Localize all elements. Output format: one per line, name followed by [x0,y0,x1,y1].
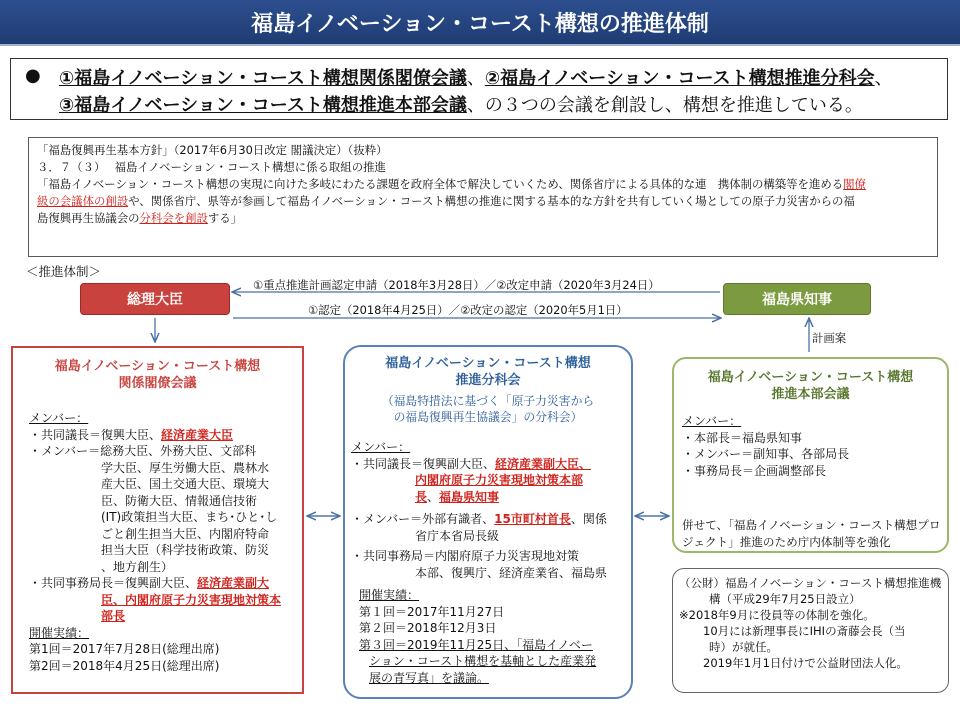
note-line: 併せて、「福島イノベーション・コースト構想プロ [682,518,941,532]
text: ・共同議長＝復興大臣、 [29,427,162,442]
member-line [351,456,607,473]
secretariat-line: 部長 [101,609,126,623]
ministerial-council-box [11,346,304,694]
member-line: ・事務局長＝企画調整部長 [682,463,827,478]
text: ・共同議長＝復興副大臣、 [351,456,496,471]
highlight: 経済産業副大臣、 [495,456,592,471]
held-line: 第３回＝2019年11月25日、「福島イノベー [359,637,593,652]
highlight: 福島県知事 [439,489,500,504]
quote-line: 「福島復興再生基本方針」（2017年6月30日改定 閣議決定）（抜粋） [37,143,388,157]
foundation-line: 10月には新理事長にIHIの斎藤会長（当 [703,624,906,638]
subcommittee-subtitle [345,393,631,425]
title-line: 推進分科会 [455,373,521,388]
summary-council-3: ③福島イノベーション・コースト構想推進本部会議 [59,95,467,116]
summary-council-1: ①福島イノベーション・コースト構想関係閣僚会議 [59,68,467,89]
quote-highlight: 分科会を創設 [139,211,208,225]
members-heading: メンバー： [29,411,89,425]
member-line [351,511,607,528]
member-line: 、地方創生） [101,559,174,574]
foundation-line: 構（平成29年7月25日設立） [709,592,861,606]
member-line [351,489,607,506]
held-line: ション・コースト構想を基軸とした産業発 [369,654,597,668]
col1-text [29,410,281,674]
foundation-line: （公財）福島イノベーション・コースト構想推進機 [679,576,942,590]
highlight: 経済産業大臣 [161,427,234,442]
quote-text: 島復興再生協議会の [37,211,140,225]
quote-highlight: 級の会議体の創設 [37,194,129,208]
secretariat-line [29,575,281,592]
ministerial-council-title [13,358,302,392]
foundation-line: ※2018年9月に役員等の体制を強化。 [679,608,875,622]
plan-label: 計画案 [812,331,847,345]
quote-highlight: 閣僚 [843,177,866,191]
summary-sep: 、 [466,68,485,89]
foundation-box [672,568,949,693]
member-line: (IT)政策担当大臣、まち･ひと･し [101,510,278,524]
member-line: 担当大臣（科学技術政策、防災 [101,543,270,557]
secretariat-line: 臣、内閣府原子力災害現地対策本 [101,592,282,607]
member-line: ・メンバー＝副知事、各部局長 [682,447,850,461]
member-line: 学大臣、厚生労働大臣、農林水 [101,460,270,475]
text: ・メンバー＝外部有識者、 [351,512,495,526]
promotion-subcommittee-box [343,345,633,699]
secretariat-line: 本部、復興庁、経済産業省、福島県 [415,565,608,580]
summary-council-2: ②福島イノベーション・コースト構想推進分科会 [484,68,875,89]
highlight: 経済産業副大 [197,576,270,590]
member-line: 産大臣、国土交通大臣、環境大 [101,477,270,491]
structure-label: ＜推進体制＞ [26,264,102,279]
held-line: 第１回＝2017年11月27日 [359,604,505,619]
application-label: ①重点推進計画認定申請（2018年3月28日）／②改定申請（2020年3月24日） [253,278,660,292]
highlight: 15市町村首長 [494,512,571,526]
title-line: 推進本部会議 [771,387,850,402]
page-title: 福島イノベーション・コースト構想の推進体制 [0,0,960,46]
hq-title [674,369,947,403]
prime-minister-node: 総理大臣 [80,283,230,315]
title-line: 福島イノベーション・コースト構想 [385,356,591,371]
title-line: 関係閣僚会議 [118,376,197,391]
secretariat-line: ・共同事務局＝内閣府原子力災害現地対策 [351,549,580,563]
held-heading: 開催実績： [359,588,420,602]
summary-rest: 、の３つの会議を創設し、構想を推進している。 [466,95,863,116]
title-line: 福島イノベーション・コースト構想 [54,359,261,374]
quote-line: ３．７（３） 福島イノベーション・コースト構想に係る取組の推進 [37,160,386,174]
members-heading: メンバー： [351,440,411,454]
member-line: ・本部長＝福島県知事 [682,430,803,445]
member-line: 臣、防衛大臣、情報通信技術 [101,493,258,508]
member-line: 省庁本省局長級 [415,528,500,543]
text: 、 [427,489,440,504]
subtitle-line: （福島特措法に基づく「原子力災害から [381,394,595,408]
quote-text: 「福島イノベーション・コースト構想の実現に向けた多岐にわたる課題を政府全体で解決していくため、関係省庁による具体的な連 携体制の構築等を進める [37,177,844,191]
held-line: 展の青写真」を議論。 [369,670,490,685]
col3-note [682,517,940,550]
held-line: 第1回＝2017年7月28日(総理出席) [29,642,220,656]
governor-node: 福島県知事 [723,283,871,315]
text: 、関係 [570,512,607,526]
bullet-icon: ● [25,65,41,86]
foundation-line: 2019年1月1日付けで公益財団法人化。 [703,656,908,670]
summary-sep: 、 [874,68,893,89]
held-line: 第2回＝2018年4月25日(総理出席) [29,658,220,673]
member-line: ・メンバー＝総務大臣、外務大臣、文部科 [29,444,257,458]
members-heading: メンバー： [682,414,742,428]
quote-text: する」 [207,211,243,225]
foundation-line: 時）が就任。 [709,640,778,654]
highlight: 長 [415,489,428,504]
held-line: 第２回＝2018年12月3日 [359,621,497,635]
text: ・共同事務局長＝復興副大臣、 [29,576,198,590]
approval-label: ①認定（2018年4月25日）／②改定の認定（2020年5月1日） [308,303,628,317]
member-line: ごと創生担当大臣、内閣府特命 [101,526,270,541]
promotion-hq-box [672,357,949,553]
subtitle-line: の福島復興再生協議会」の分科会） [393,410,583,424]
held-heading: 開催実績： [29,625,90,640]
col2-text [351,439,607,686]
quote-text: や、関係省庁、県等が参画して福島イノベーション・コースト構想の推進に関する基本的な方針を共有していく場としての原子力災害からの福 [128,194,855,208]
member-line: 内閣府原子力災害現地対策本部 [415,473,584,487]
note-line: ジェクト」推進のため庁内体制等を強化 [682,534,891,549]
subcommittee-title [345,355,631,389]
member-line [29,427,281,444]
col3-text [682,413,849,479]
title-line: 福島イノベーション・コースト構想 [707,370,914,385]
